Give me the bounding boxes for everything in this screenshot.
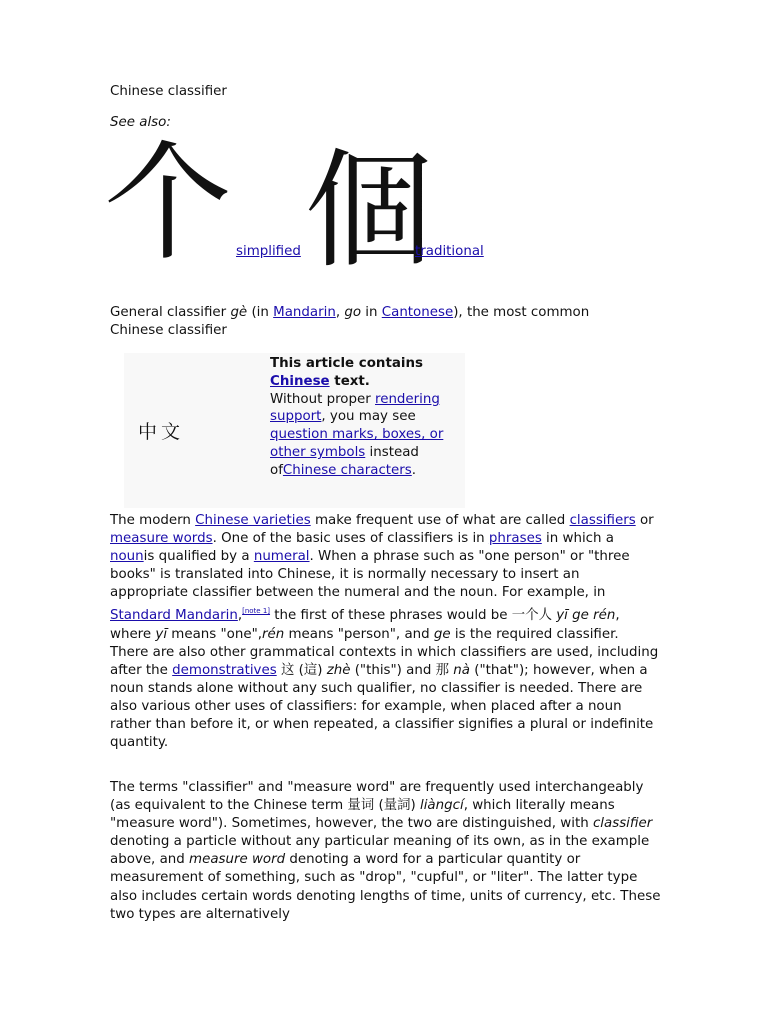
chinese-glyph: 中文	[138, 421, 185, 443]
para-text: 这 (這)	[276, 662, 327, 678]
simplified-link[interactable]: simplified	[236, 244, 301, 259]
cantonese-link[interactable]: Cantonese	[381, 305, 454, 320]
see-also-label: See also:	[110, 115, 171, 130]
para-text: , where	[110, 608, 620, 642]
numeral-link[interactable]: numeral	[253, 549, 310, 565]
para-text: means "one",	[167, 626, 263, 642]
para-italic: measure word	[189, 852, 286, 868]
notice-message	[270, 355, 460, 480]
notice-text: Without proper	[270, 391, 375, 407]
question-marks-link[interactable]: question marks, boxes, or other symbols	[270, 427, 444, 460]
standard-mandarin-link[interactable]: Standard Mandarin	[110, 608, 238, 624]
notice-heading: text.	[329, 373, 370, 389]
traditional-link[interactable]: traditional	[415, 244, 484, 259]
para-text: , which literally means "measure word"). Sometimes, however, the two are distinguished, with	[110, 798, 615, 832]
para-text: . One of the basic uses of classifiers is in	[212, 531, 489, 547]
traditional-character: 個	[305, 137, 434, 286]
chinese-text-notice	[124, 353, 465, 508]
para-italic: zhè	[326, 662, 351, 678]
phrases-link[interactable]: phrases	[488, 531, 542, 547]
note-1-link[interactable]: [note 1]	[242, 607, 271, 616]
para-text: means "person", and	[284, 626, 434, 642]
notice-text: , you may see	[321, 409, 416, 425]
para-text: ,	[237, 608, 243, 624]
para-text: ("this") and 那	[350, 662, 454, 678]
paragraph-terms	[110, 779, 665, 924]
caption-text: (in	[247, 305, 274, 320]
chinese-characters-link[interactable]: Chinese characters	[282, 462, 412, 478]
measure-words-link[interactable]: measure words	[110, 531, 213, 547]
chinese-link[interactable]: Chinese	[270, 373, 330, 389]
para-text: the first of these phrases would be 一个人	[270, 608, 557, 624]
caption-text: General classifier	[110, 305, 231, 320]
rendering-support-link[interactable]: rendering support	[270, 391, 440, 425]
classifiers-link[interactable]: classifiers	[569, 513, 636, 528]
caption-go: go	[344, 305, 362, 320]
para-text: The modern	[110, 513, 196, 528]
para-text: ("that"); however, when a noun stands alone without any such qualifier, no classifier is needed. There are also various other uses of classifiers: for example, when placed after a noun rather than before it, or when repeated, a classifier signifies a plural or indefinite quantity.	[110, 662, 654, 751]
notice-text: .	[411, 462, 417, 478]
para-italic: liàngcí	[419, 798, 464, 814]
para-text: is qualified by a	[143, 549, 254, 565]
para-italic: yī	[155, 626, 168, 642]
caption-text: ,	[335, 305, 345, 320]
figure-caption	[110, 304, 630, 340]
notice-heading: This article contains	[270, 356, 423, 371]
para-text: The terms "classifier" and "measure word" are frequently used interchangeably (as equivalent to the Chinese term 量词 (量詞)	[110, 780, 644, 814]
para-text: is the required classifier. There are also other grammatical contexts in which classifiers are used, including after the	[110, 626, 659, 678]
mandarin-link[interactable]: Mandarin	[273, 305, 336, 320]
caption-text: ), the most common Chinese classifier	[110, 305, 590, 338]
page-title: Chinese classifier	[110, 84, 227, 99]
para-italic: classifier	[592, 816, 653, 832]
para-text: or	[635, 513, 654, 528]
para-text: make frequent use of what are called	[310, 513, 570, 528]
demonstratives-link[interactable]: demonstratives	[172, 662, 277, 678]
notice-text: instead of	[270, 444, 419, 478]
simplified-character: 个	[104, 129, 233, 278]
para-italic: ge	[433, 626, 451, 642]
para-text: denoting a word for a particular quantity or measurement of something, such as "drop", "cupful", or "liter". The latter type also includes certain words denoting lengths of time, units of currency, etc. These two types are alternatively	[110, 852, 661, 922]
paragraph-modern-varieties	[110, 512, 660, 752]
para-text: in which a	[541, 531, 614, 547]
para-italic: rén	[262, 626, 285, 642]
para-text: denoting a particle without any particular meaning of its own, as in the example above, and	[110, 834, 650, 868]
para-italic: yī ge rén	[556, 608, 616, 624]
caption-text: in	[361, 305, 382, 320]
noun-link[interactable]: noun	[110, 549, 144, 565]
caption-ge: gè	[230, 305, 248, 320]
para-italic: nà	[453, 662, 470, 678]
chinese-varieties-link[interactable]: Chinese varieties	[195, 513, 311, 528]
para-text: . When a phrase such as "one person" or "three books" is translated into Chinese, it is normally necessary to insert an appropriate classifier between the numeral and the noun. For example, in	[110, 549, 630, 601]
